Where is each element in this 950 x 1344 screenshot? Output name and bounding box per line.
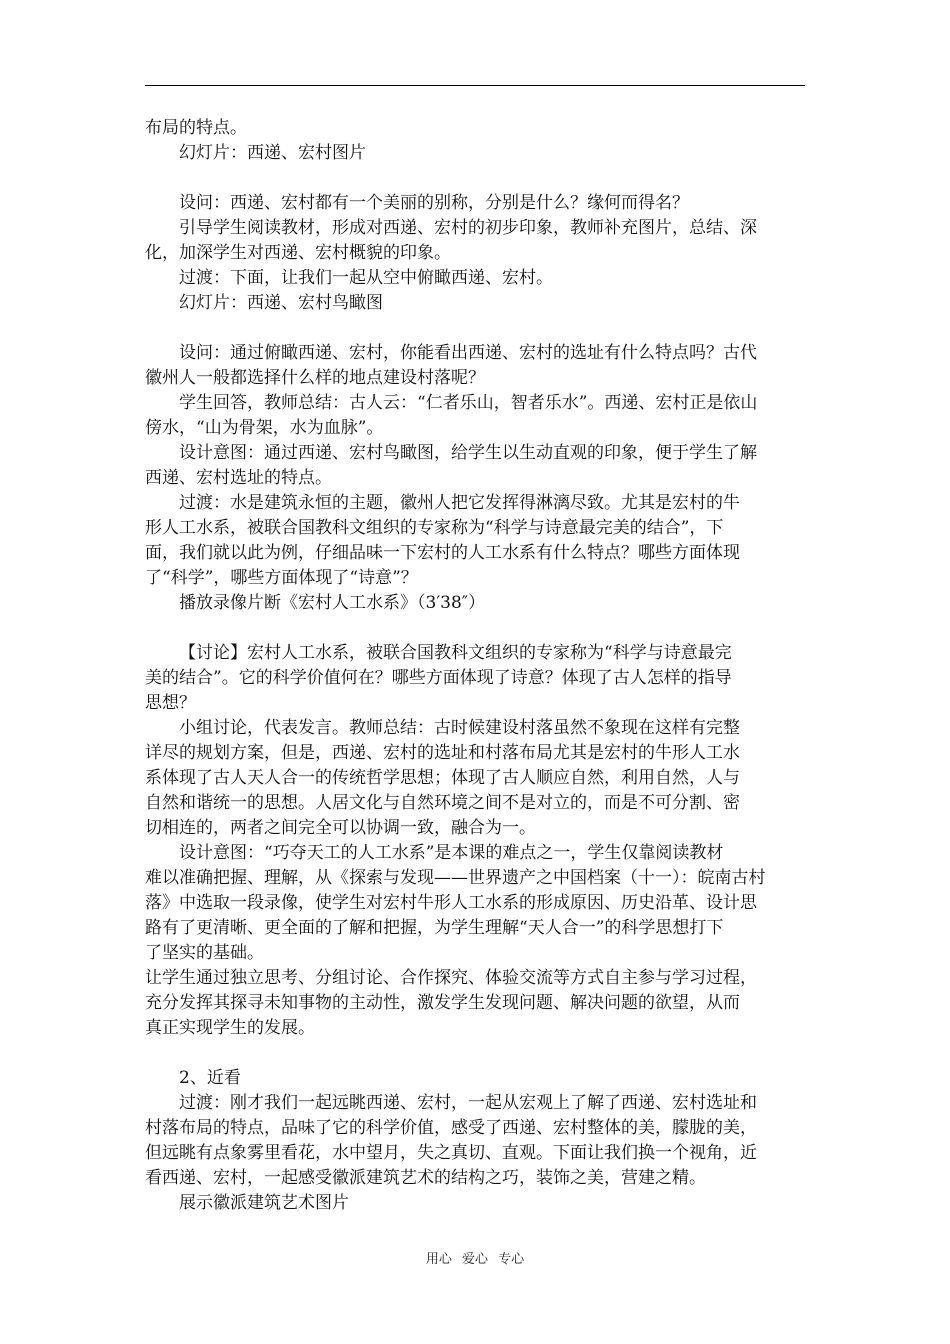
text-line: 美的结合”。它的科学价值何在？哪些方面体现了诗意？体现了古人怎样的指导: [145, 668, 732, 688]
paragraph: [145, 291, 807, 316]
text-line: 播放录像片断《宏村人工水系》（3′38″）: [179, 593, 486, 613]
text-line: 幻灯片：西递、宏村鸟瞰图: [179, 293, 383, 313]
text-line: 设计意图：通过西递、宏村鸟瞰图，给学生以生动直观的印象，便于学生了解: [179, 443, 757, 463]
text-line: 自然和谐统一的思想。人居文化与自然环境之间不是对立的，而是不可分割、密: [145, 793, 740, 813]
paragraph-gap: [145, 166, 807, 191]
text-line: 路有了更清晰、更全面的了解和把握，为学生理解“天人合一”的科学思想打下: [145, 918, 724, 938]
text-line: 2、近看: [179, 1068, 241, 1088]
text-line: 看西递、宏村，一起感受徽派建筑艺术的结构之巧，装饰之美，营建之精。: [145, 1168, 706, 1188]
text-line: 傍水，“山为骨架，水为血脉”。: [145, 418, 384, 438]
text-line: 展示徽派建筑艺术图片: [179, 1193, 349, 1213]
text-line: 详尽的规划方案，但是，西递、宏村的选址和村落布局尤其是宏村的牛形人工水: [145, 743, 740, 763]
paragraph-gap: [145, 616, 807, 641]
text-line: 布局的特点。: [145, 118, 247, 138]
paragraph: [145, 1066, 807, 1091]
paragraph: [145, 341, 807, 391]
text-line: 思想？: [145, 693, 196, 713]
text-line: 系体现了古人天人合一的传统哲学思想；体现了古人顺应自然，利用自然，人与: [145, 768, 740, 788]
text-line: 但远眺有点象雾里看花，水中望月，失之真切、直观。下面让我们换一个视角，近: [145, 1143, 757, 1163]
paragraph: [145, 1091, 807, 1191]
text-line: 引导学生阅读教材，形成对西递、宏村的初步印象，教师补充图片，总结、深: [179, 218, 757, 238]
text-line: 【讨论】宏村人工水系，被联合国教科文组织的专家称为“科学与诗意最完: [179, 643, 732, 663]
text-line: 设计意图：“巧夺天工的人工水系”是本课的难点之一，学生仅靠阅读教材: [179, 843, 724, 863]
paragraph: [145, 216, 807, 266]
text-line: 设问：西递、宏村都有一个美丽的别称，分别是什么？缘何而得名？: [179, 193, 689, 213]
paragraph: [145, 141, 807, 166]
text-line: 村落布局的特点，品味了它的科学价值，感受了西递、宏村整体的美，朦胧的美，: [145, 1118, 757, 1138]
paragraph: [145, 116, 807, 141]
text-line: 设问：通过俯瞰西递、宏村，你能看出西递、宏村的选址有什么特点吗？古代: [179, 343, 757, 363]
text-line: 让学生通过独立思考、分组讨论、合作探究、体验交流等方式自主参与学习过程，: [145, 968, 757, 988]
text-line: 过渡：水是建筑永恒的主题，徽州人把它发挥得淋漓尽致。尤其是宏村的牛: [179, 493, 740, 513]
text-line: 徽州人一般都选择什么样的地点建设村落呢？: [145, 368, 485, 388]
text-line: 切相连的，两者之间完全可以协调一致，融合为一。: [145, 818, 536, 838]
document-body: [145, 116, 807, 1216]
text-line: 了“科学”，哪些方面体现了“诗意”？: [145, 568, 418, 588]
paragraph-gap: [145, 1041, 807, 1066]
text-line: 了坚实的基础。: [145, 943, 264, 963]
paragraph: [145, 716, 807, 841]
text-line: 面，我们就以此为例，仔细品味一下宏村的人工水系有什么特点？哪些方面体现: [145, 543, 740, 563]
paragraph: [145, 266, 807, 291]
paragraph: [145, 191, 807, 216]
text-line: 幻灯片：西递、宏村图片: [179, 143, 366, 163]
text-line: 充分发挥其探寻未知事物的主动性，激发学生发现问题、解决问题的欲望，从而: [145, 993, 740, 1013]
paragraph: [145, 591, 807, 616]
paragraph: [145, 441, 807, 491]
paragraph: [145, 966, 807, 1041]
paragraph: [145, 641, 807, 716]
text-line: 化，加深学生对西递、宏村概貌的印象。: [145, 243, 451, 263]
paragraph-gap: [145, 316, 807, 341]
text-line: 真正实现学生的发展。: [145, 1018, 315, 1038]
paragraph: [145, 391, 807, 441]
paragraph: [145, 491, 807, 591]
text-line: 学生回答，教师总结：古人云：“仁者乐山，智者乐水”。西递、宏村正是依山: [179, 393, 758, 413]
page-footer: 用心 爱心 专心: [425, 1252, 525, 1267]
paragraph: [145, 841, 807, 966]
text-line: 西递、宏村选址的特点。: [145, 468, 332, 488]
text-line: 形人工水系，被联合国教科文组织的专家称为“科学与诗意最完美的结合”，下: [145, 518, 724, 538]
header-rule: [145, 85, 805, 86]
text-line: 小组讨论，代表发言。教师总结：古时候建设村落虽然不象现在这样有完整: [179, 718, 740, 738]
paragraph: [145, 1191, 807, 1216]
text-line: 难以准确把握、理解，从《探索与发现——世界遗产之中国档案（十一）：皖南古村: [145, 868, 766, 888]
text-line: 过渡：刚才我们一起远眺西递、宏村，一起从宏观上了解了西递、宏村选址和: [179, 1093, 757, 1113]
text-line: 过渡：下面，让我们一起从空中俯瞰西递、宏村。: [179, 268, 553, 288]
text-line: 落》中选取一段录像，使学生对宏村牛形人工水系的形成原因、历史沿革、设计思: [145, 893, 757, 913]
